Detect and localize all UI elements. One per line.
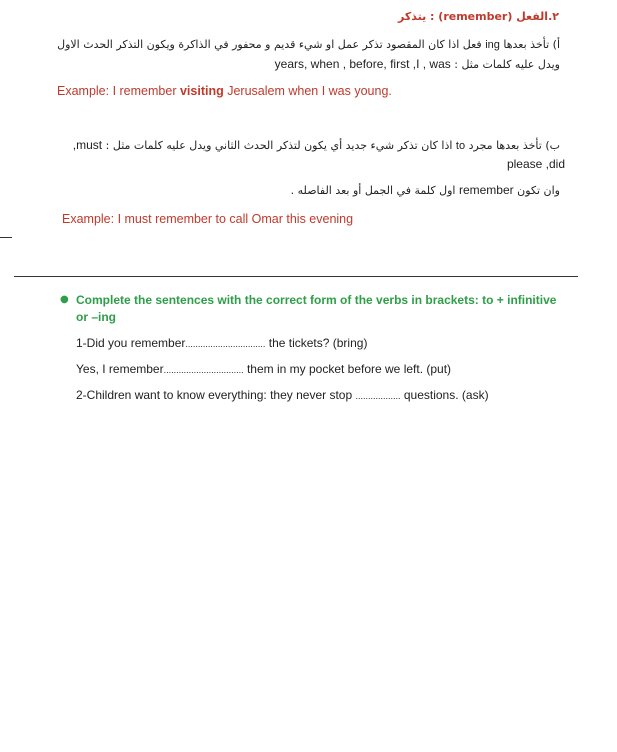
exercise-item-1 (76, 336, 367, 350)
example-a-suffix: Jerusalem when I was young. (223, 84, 392, 98)
rule-b-line3-word: remember (458, 183, 514, 197)
item-3-after: questions. (ask) (403, 388, 489, 402)
rule-b-line3-prefix: وان تكون (517, 184, 560, 197)
heading-verb: (remember) (438, 10, 513, 23)
rule-b-line-3 (291, 183, 560, 197)
rule-b-line-2: please ,did (506, 157, 565, 171)
rule-a-keywords: years, when , before, first ,I , was (274, 57, 451, 71)
item-1-after: the tickets? (bring) (268, 336, 368, 350)
exercise-item-3 (76, 388, 489, 402)
rule-b-must: must, (72, 138, 103, 152)
rule-a-line-1 (57, 38, 560, 51)
rule-a-line-2 (275, 57, 560, 71)
rule-a-rest: فعل اذا كان المقصود تذكر عمل او شيء قديم و محفور في الذاكرة ويكون التذكر الحدث الاول (57, 38, 482, 51)
rule-b-prefix: ب) تأخذ بعدها مجرد (468, 139, 560, 152)
exercise-item-2 (76, 362, 451, 376)
section-heading (398, 10, 559, 23)
item-3-before: 2-Children want to know everything: they never stop (76, 388, 353, 402)
divider-long (14, 276, 578, 277)
rule-b-line3-rest: اول كلمة في الجمل أو بعد الفاصله . (290, 184, 456, 197)
example-a (57, 84, 392, 98)
item-1-before: 1-Did you remember (76, 336, 186, 350)
rule-a-keywords-label: ويدل عليه كلمات مثل : (454, 58, 560, 71)
heading-meaning: : يتذكر (398, 10, 435, 23)
item-2-before: Yes, I remember (76, 362, 164, 376)
rule-b-rest: اذا كان تذكر شيء جديد أي يكون لتذكر الحدث الثاني ويدل عليه كلمات مثل : (105, 139, 453, 152)
item-2-after: them in my pocket before we left. (put) (246, 362, 452, 376)
divider-short (0, 237, 12, 238)
heading-number: ٢. (548, 10, 559, 23)
example-b: Example: I must remember to call Omar this evening (62, 212, 354, 226)
exercise-instruction: Complete the sentences with the correct form of the verbs in brackets: to + infinitive or –ing (76, 293, 557, 324)
rule-b-to: to (455, 140, 466, 152)
rule-b-line-1 (73, 138, 560, 152)
item-2-blank[interactable]: ................................ (163, 365, 244, 375)
item-3-blank[interactable]: .................. (355, 391, 401, 401)
example-a-bold: visiting (179, 84, 224, 98)
bullet-icon: ● (60, 294, 69, 305)
item-1-blank[interactable]: ................................ (185, 339, 266, 349)
heading-arabic-label: الفعل (516, 10, 549, 23)
example-a-prefix: Example: I remember (57, 84, 180, 98)
rule-a-prefix: أ) تأخذ بعدها (503, 38, 560, 51)
rule-a-ing: ing (485, 39, 500, 51)
